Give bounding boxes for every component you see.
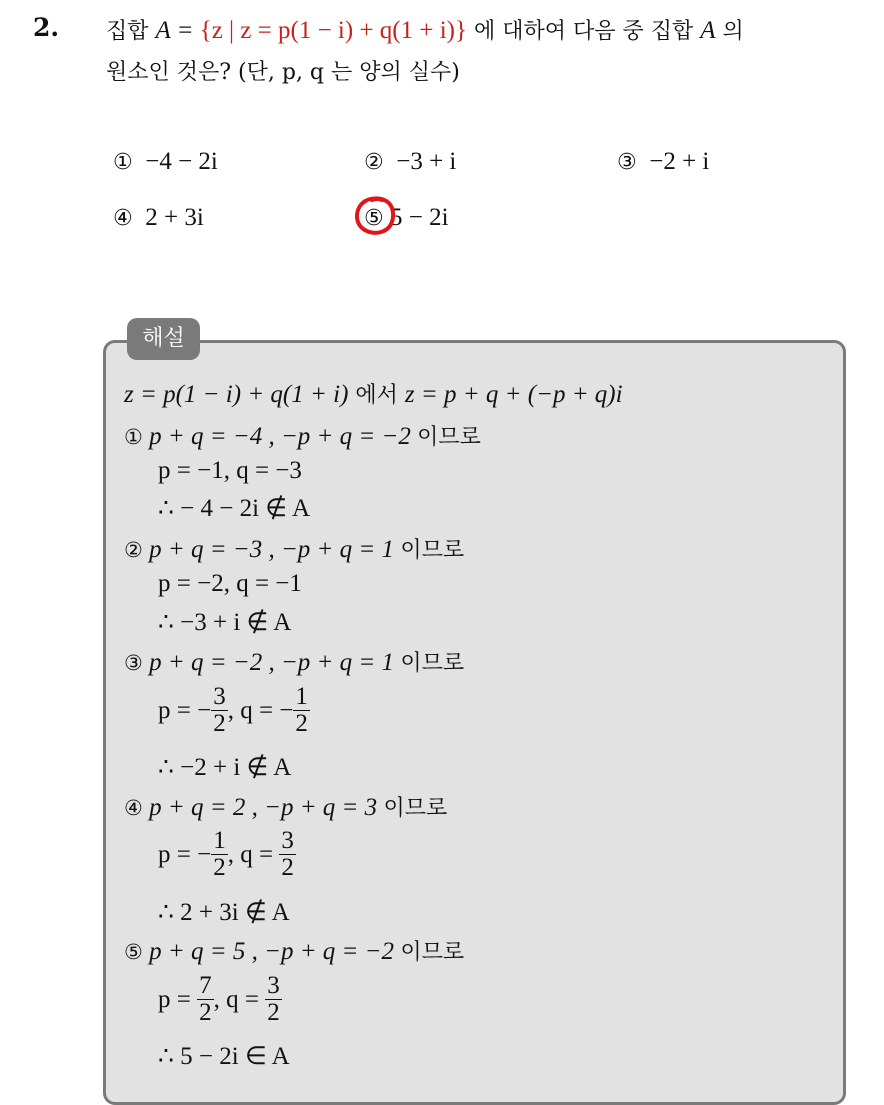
case-5-q-den: 2 — [267, 999, 280, 1026]
case-4-mark: ④ — [124, 796, 143, 820]
choice-3-mark: ③ — [617, 150, 637, 175]
case-4-p-den: 2 — [213, 854, 226, 881]
choice-1[interactable] — [113, 148, 218, 176]
set-definition: {z | z = p(1 − i) + q(1 + i)} — [199, 17, 467, 44]
choice-5-expr: 5 − 2i — [389, 204, 449, 231]
case-3-mark: ③ — [124, 651, 143, 675]
question-text-end: 의 — [715, 19, 744, 44]
choice-3[interactable] — [617, 148, 709, 176]
solution-tag: 해설 — [127, 318, 200, 360]
choice-4[interactable] — [113, 204, 204, 232]
choice-2[interactable] — [364, 148, 456, 176]
case-3-condition — [124, 646, 464, 677]
question-text-post: 에 대하여 다음 중 집합 — [467, 19, 701, 44]
case-5-q-num: 3 — [267, 972, 280, 999]
case-4-q-num: 3 — [281, 827, 294, 854]
case-3-q-fraction — [293, 684, 310, 737]
case-3-p-num: 3 — [213, 683, 226, 710]
case-2-result: ∴ −3 + i ∉ A — [158, 609, 292, 636]
set-name: A = — [155, 17, 200, 44]
case-5-eq: p + q = 5 , −p + q = −2 — [142, 938, 401, 965]
case-1-values: p = −1, q = −3 — [158, 457, 302, 484]
case-3-result: ∴ −2 + i ∉ A — [158, 754, 292, 781]
case-5-mark: ⑤ — [124, 940, 143, 964]
case-2-values: p = −2, q = −1 — [158, 570, 302, 597]
case-3-values — [158, 683, 310, 739]
choice-1-expr: −4 − 2i — [145, 148, 218, 175]
question-text-line2: 원소인 것은? (단, p, q 는 양의 실수) — [106, 60, 460, 85]
case-4-p-fraction — [211, 828, 228, 881]
case-3-q-num: 1 — [295, 683, 308, 710]
case-5-values — [158, 972, 282, 1028]
case-2-eq: p + q = −3 , −p + q = 1 — [142, 536, 401, 563]
case-4-q-den: 2 — [281, 854, 294, 881]
choice-3-expr: −2 + i — [649, 148, 710, 175]
case-4-kr: 이므로 — [383, 796, 448, 821]
set-name-2: A — [700, 17, 716, 44]
case-5-q-fraction — [265, 973, 282, 1026]
case-3-q: , q = − — [227, 697, 294, 725]
case-4-result: ∴ 2 + 3i ∉ A — [158, 899, 290, 926]
case-5-q: , q = — [213, 986, 266, 1014]
case-5-result: ∴ 5 − 2i ∈ A — [158, 1043, 290, 1070]
choice-1-mark: ① — [113, 150, 133, 175]
case-4-q: , q = — [227, 841, 280, 869]
answer-circle-mark — [352, 194, 398, 238]
case-5-p: p = — [158, 986, 198, 1014]
choice-4-mark: ④ — [113, 206, 133, 231]
case-4-values — [158, 827, 296, 883]
case-4-p-num: 1 — [213, 827, 226, 854]
case-5-condition — [124, 935, 464, 966]
case-5-p-fraction — [197, 973, 214, 1026]
question-text-pre: 집합 — [106, 19, 156, 44]
case-1-eq: p + q = −4 , −p + q = −2 — [142, 423, 418, 450]
case-4-eq: p + q = 2 , −p + q = 3 — [142, 794, 384, 821]
choice-2-expr: −3 + i — [396, 148, 457, 175]
case-3-p-fraction — [211, 684, 228, 737]
choice-2-mark: ② — [364, 150, 384, 175]
case-4-q-fraction — [279, 828, 296, 881]
intro-expr-b: z = p + q + (−p + q)i — [404, 381, 623, 408]
case-2-condition — [124, 533, 464, 564]
case-5-p-den: 2 — [199, 999, 212, 1026]
case-1-result: ∴ − 4 − 2i ∉ A — [158, 495, 311, 522]
case-1-condition — [124, 420, 481, 451]
case-3-p: p = − — [158, 697, 212, 725]
case-3-p-den: 2 — [213, 710, 226, 737]
intro-kr: 에서 — [348, 383, 405, 408]
case-5-kr: 이므로 — [400, 940, 465, 965]
intro-expr-a: z = p(1 − i) + q(1 + i) — [124, 381, 349, 408]
choice-5-mark: ⑤ — [364, 206, 384, 231]
question-text-line1 — [106, 14, 744, 45]
case-4-p: p = − — [158, 841, 212, 869]
case-3-q-den: 2 — [295, 710, 308, 737]
case-1-kr: 이므로 — [417, 425, 481, 450]
case-1-mark: ① — [124, 425, 143, 449]
case-2-kr: 이므로 — [400, 538, 465, 563]
choice-4-expr: 2 + 3i — [145, 204, 204, 231]
case-3-eq: p + q = −2 , −p + q = 1 — [142, 649, 401, 676]
case-2-mark: ② — [124, 538, 143, 562]
case-3-kr: 이므로 — [400, 651, 465, 676]
solution-intro — [124, 378, 623, 409]
case-5-p-num: 7 — [199, 972, 212, 999]
case-4-condition — [124, 791, 447, 822]
question-number: 2. — [33, 13, 60, 42]
